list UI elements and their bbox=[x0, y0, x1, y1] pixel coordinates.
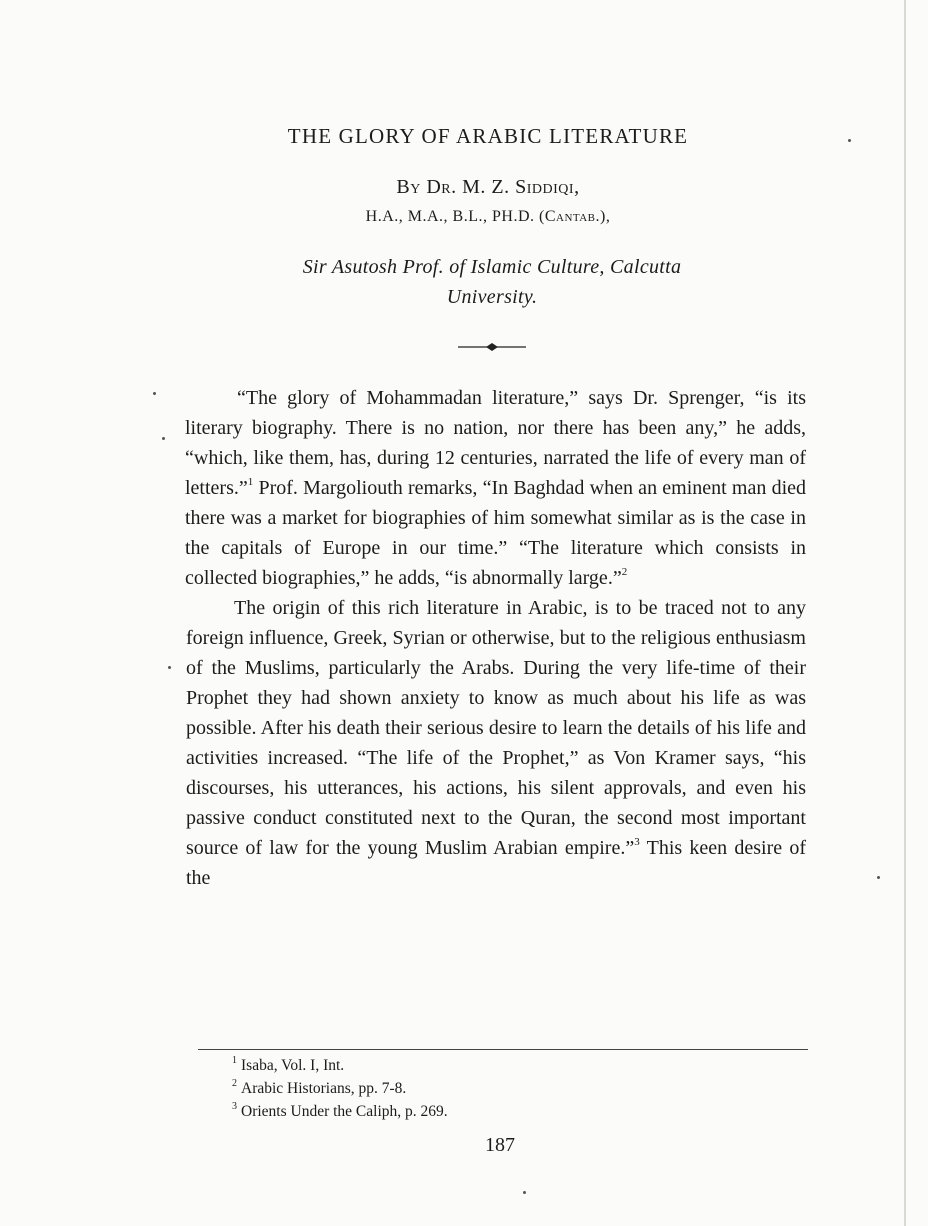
paragraph-1 bbox=[185, 383, 806, 593]
author-prefix: By bbox=[396, 176, 421, 198]
degrees-cantab: (Cantab.), bbox=[539, 208, 611, 225]
footnotes bbox=[232, 1054, 752, 1123]
degrees-list: H.A., M.A., B.L., PH.D. bbox=[365, 208, 535, 225]
scan-speck bbox=[168, 666, 171, 669]
scan-speck bbox=[523, 1191, 526, 1194]
footnote-1-text: Isaba, Vol. I, Int. bbox=[241, 1057, 345, 1074]
article-title: THE GLORY OF ARABIC LITERATURE bbox=[287, 124, 689, 148]
paragraph-2-text-b: This keen desire of the bbox=[186, 837, 806, 889]
affiliation-line-2: University. bbox=[446, 286, 538, 308]
article-body bbox=[172, 383, 806, 893]
footnote-2-number: 2 bbox=[232, 1078, 237, 1089]
ornament-divider-icon bbox=[456, 340, 528, 354]
author-line bbox=[0, 176, 928, 199]
paragraph-1-text-a: “The glory of Mohammadan literature,” says Dr. Sprenger, “is its literary biography. There is no nation, nor there has been any,” he adds, “which, like them, has, during 12 centuries, narrated the life of every man of letters.” bbox=[185, 387, 806, 499]
footnote-divider bbox=[198, 1049, 808, 1050]
scan-speck bbox=[848, 139, 851, 142]
paragraph-2-text-a: The origin of this rich literature in Arabic, is to be traced not to any foreign influence, Greek, Syrian or otherwise, but to the religious enthusiasm of the Muslims, particularly the Arabs. During the very life-time of their Prophet they had shown anxiety to know as much about his life as was possible. After his death their serious desire to learn the details of his life and activities increased. “The life of the Prophet,” as Von Kramer says, “his discourses, his utterances, his actions, his silent approvals, and even his passive conduct constituted next to the Quran, the second most important source of law for the young Muslim Arabian empire.” bbox=[186, 597, 806, 859]
footnote-2 bbox=[232, 1077, 752, 1100]
scan-speck bbox=[877, 876, 880, 879]
footnote-3-text: Orients Under the Caliph, p. 269. bbox=[241, 1103, 448, 1120]
scan-speck bbox=[153, 392, 156, 395]
footnote-3 bbox=[232, 1100, 752, 1123]
footnote-1-number: 1 bbox=[232, 1055, 237, 1066]
page-number: 187 bbox=[485, 1134, 515, 1156]
footnote-ref-3[interactable]: 3 bbox=[634, 836, 640, 848]
footnote-ref-2[interactable]: 2 bbox=[621, 566, 628, 578]
paragraph-2 bbox=[186, 593, 806, 893]
footnote-ref-1[interactable]: 1 bbox=[247, 476, 254, 488]
author-name: Dr. M. Z. Siddiqi, bbox=[426, 176, 580, 198]
paragraph-1-text-b: Prof. Margoliouth remarks, “In Baghdad when an eminent man died there was a market for biographies of him somewhat similar as is the case in the capitals of Europe in our time.” “The literature which consists in collected biographies,” he adds, “is abnormally large.” bbox=[185, 477, 806, 589]
footnote-3-number: 3 bbox=[232, 1101, 237, 1112]
footnote-1 bbox=[232, 1054, 752, 1077]
affiliation-line-1: Sir Asutosh Prof. of Islamic Culture, Calcutta bbox=[302, 256, 682, 278]
author-affiliation bbox=[0, 252, 928, 312]
scan-speck bbox=[162, 437, 165, 440]
footnote-2-text: Arabic Historians, pp. 7-8. bbox=[241, 1080, 407, 1097]
author-degrees bbox=[0, 208, 928, 226]
